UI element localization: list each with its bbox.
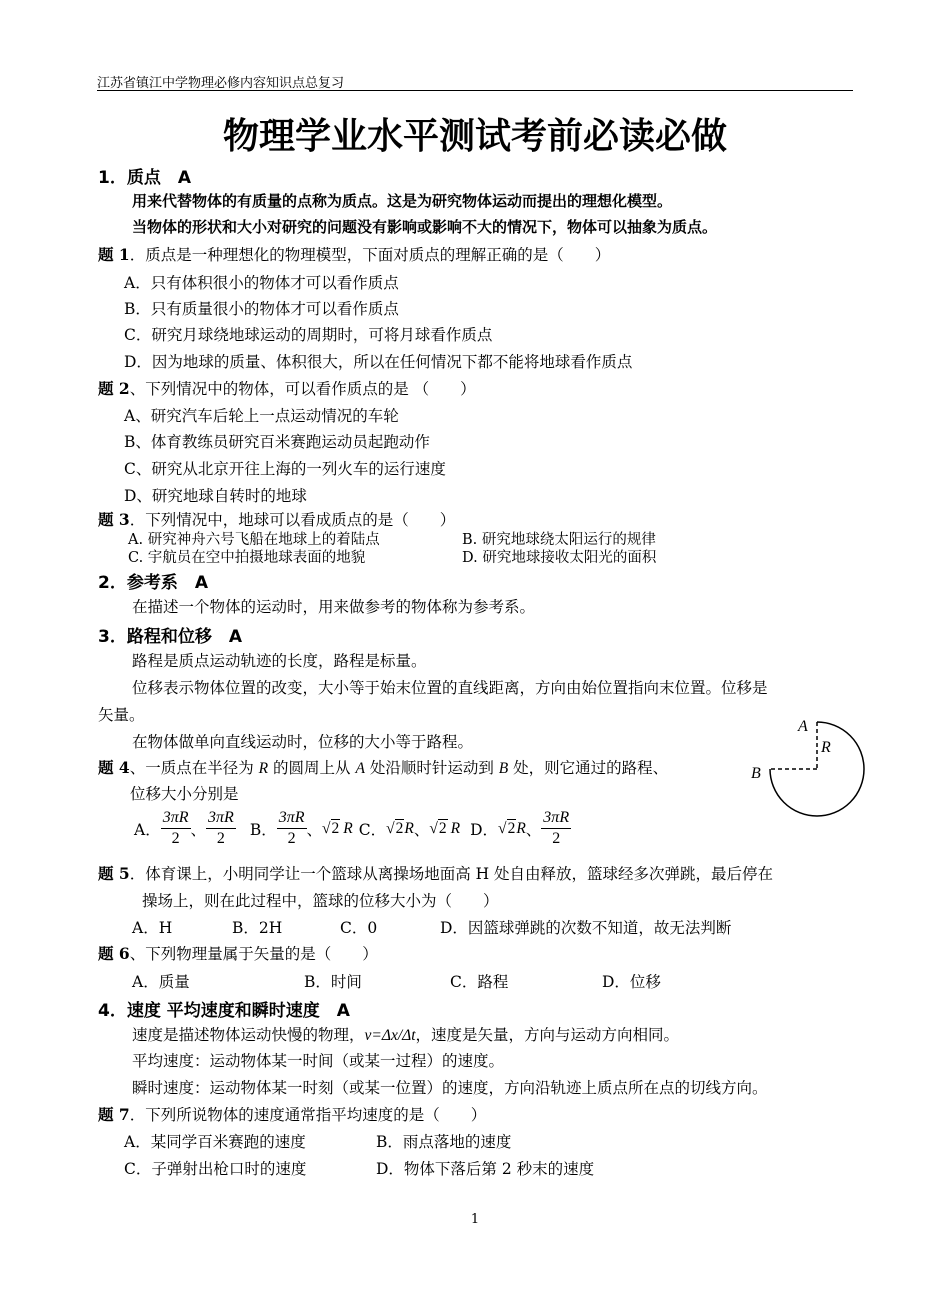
question-6-label: 题 6 — [98, 944, 130, 963]
separator: 、 — [190, 820, 207, 839]
question-7-option-c: C．子弹射出枪口时的速度 — [124, 1160, 307, 1178]
section-3-text-3: 在物体做单向直线运动时，位移的大小等于路程。 — [132, 733, 474, 751]
section-2-text-1: 在描述一个物体的运动时，用来做参考的物体称为参考系。 — [132, 598, 536, 616]
question-2-label: 题 2 — [98, 379, 130, 398]
page-header: 江苏省镇江中学物理必修内容知识点总复习 — [97, 76, 345, 91]
question-1-option-d: D．因为地球的质量、体积很大，所以在任何情况下都不能将地球看作质点 — [124, 353, 633, 371]
section-1-text-2: 当物体的形状和大小对研究的问题没有影响或影响不大的情况下，物体可以抽象为质点。 — [132, 218, 718, 236]
question-2-stem: 、下列情况中的物体，可以看作质点的是 （ ） — [129, 380, 476, 398]
section-2-heading: 2．参考系 A — [98, 573, 208, 593]
question-5-option-b: B．2H — [232, 919, 283, 937]
question-5-stem: ．体育课上，小明同学让一个篮球从离操场地面高 H 处自由释放，篮球经多次弹跳，最后停在 — [129, 865, 774, 883]
denominator: 2 — [171, 830, 180, 847]
question-4 — [98, 756, 668, 778]
question-3-label: 题 3 — [98, 510, 130, 529]
question-5-option-d: D．因篮球弹跳的次数不知道，故无法判断 — [440, 919, 732, 937]
question-6-option-a: A．质量 — [132, 973, 190, 991]
sqrt-expression: √2 — [498, 819, 516, 837]
question-3-option-d: D. 研究地球接收太阳光的面积 — [462, 550, 657, 566]
question-4-option-a-label: A． — [134, 820, 161, 839]
question-1-option-a: A．只有体积很小的物体才可以看作质点 — [124, 274, 399, 292]
denominator: 2 — [287, 830, 296, 847]
question-4-stem-c: 处沿顺时针运动到 — [364, 759, 499, 777]
separator: 、 — [525, 820, 542, 839]
question-2-option-b: B、体育教练员研究百米赛跑运动员起跑动作 — [124, 433, 430, 451]
point-a-symbol: A — [355, 760, 365, 777]
numerator: 3πR — [541, 808, 571, 829]
fraction — [277, 808, 307, 849]
numerator: 3πR — [277, 808, 307, 829]
point-a-label: A — [798, 718, 808, 735]
section-4-text-3: 瞬时速度：运动物体某一时刻（或某一位置）的速度，方向沿轨迹上质点所在点的切线方向。 — [132, 1079, 768, 1097]
page-number: 1 — [470, 1212, 480, 1227]
question-4-stem-b: 的圆周上从 — [268, 759, 356, 777]
question-2-option-d: D、研究地球自转时的地球 — [124, 487, 307, 505]
question-4-stem-d: 处，则它通过的路程、 — [508, 759, 669, 777]
question-1-option-b: B．只有质量很小的物体才可以看作质点 — [124, 300, 399, 318]
question-1-label: 题 1 — [98, 245, 130, 264]
section-4-text-1b: ，速度是矢量，方向与运动方向相同。 — [415, 1026, 680, 1044]
radius-symbol: R — [343, 819, 353, 837]
question-4-option-d-label: D． — [470, 820, 499, 839]
sqrt-argument: 2 — [331, 819, 340, 837]
question-4-stem-a: 、一质点在半径为 — [129, 759, 259, 777]
question-1-option-c: C．研究月球绕地球运动的周期时，可将月球看作质点 — [124, 326, 493, 344]
question-7-label: 题 7 — [98, 1105, 130, 1124]
question-5-stem-line-2: 操场上，则在此过程中，篮球的位移大小为（ ） — [142, 892, 499, 910]
question-7 — [98, 1103, 486, 1125]
question-3-stem: ．下列情况中，地球可以看成质点的是（ ） — [129, 511, 456, 529]
question-3 — [98, 508, 455, 530]
radius-symbol: R — [516, 819, 526, 837]
question-5 — [98, 862, 773, 884]
question-5-label: 题 5 — [98, 864, 130, 883]
radius-symbol: R — [258, 760, 269, 777]
radius-label: R — [821, 739, 831, 756]
fraction — [541, 808, 571, 849]
separator: 、 — [306, 820, 323, 839]
numerator: 3πR — [206, 808, 236, 829]
question-2-option-c: C、研究从北京开往上海的一列火车的运行速度 — [124, 460, 446, 478]
section-3-text-2: 位移表示物体位置的改变，大小等于始末位置的直线距离，方向由始位置指向末位置。位移是 — [132, 679, 768, 697]
header-divider — [97, 90, 853, 91]
section-4-heading: 4．速度 平均速度和瞬时速度 A — [98, 1001, 350, 1021]
denominator: 2 — [216, 830, 225, 847]
sqrt-expression: √2 — [322, 819, 340, 837]
section-3-text-1: 路程是质点运动轨迹的长度，路程是标量。 — [132, 652, 427, 670]
section-3-heading: 3．路程和位移 A — [98, 627, 242, 647]
sqrt-argument: 2 — [395, 819, 404, 837]
question-3-option-c: C. 宇航员在空中拍摄地球表面的地貌 — [128, 550, 366, 566]
point-b-symbol: B — [498, 760, 509, 777]
page-title: 物理学业水平测试考前必读必做 — [222, 116, 727, 157]
sqrt-argument: 2 — [507, 819, 516, 837]
sqrt-expression: √2 — [386, 819, 404, 837]
fraction — [206, 808, 236, 849]
question-6-stem: 、下列物理量属于矢量的是（ ） — [129, 945, 378, 963]
separator: 、 — [413, 820, 430, 839]
section-1-text-1: 用来代替物体的有质量的点称为质点。这是为研究物体运动而提出的理想化模型。 — [132, 192, 673, 210]
question-4-options — [134, 808, 571, 849]
sqrt-argument: 2 — [438, 819, 447, 837]
radius-symbol: R — [404, 819, 414, 837]
question-3-option-b: B. 研究地球绕太阳运行的规律 — [462, 532, 656, 548]
question-6 — [98, 942, 378, 964]
question-6-option-b: B．时间 — [304, 973, 362, 991]
question-4-stem-line-2: 位移大小分别是 — [130, 785, 239, 803]
section-4-text-2: 平均速度：运动物体某一时间（或某一过程）的速度。 — [132, 1052, 505, 1070]
question-7-option-b: B．雨点落地的速度 — [376, 1133, 512, 1151]
denominator: 2 — [552, 830, 561, 847]
question-7-option-d: D．物体下落后第 2 秒末的速度 — [376, 1160, 595, 1178]
radius-symbol: R — [450, 819, 461, 837]
question-5-option-a: A．H — [132, 919, 173, 937]
circle-path-figure — [748, 712, 873, 822]
velocity-formula: v=Δx/Δt — [364, 1027, 416, 1044]
fraction — [161, 808, 191, 849]
section-4-text-1 — [132, 1023, 679, 1045]
numerator: 3πR — [161, 808, 191, 829]
section-3-text-2-continued: 矢量。 — [98, 706, 145, 724]
question-4-option-b-label: B． — [249, 820, 277, 839]
question-1-stem: ．质点是一种理想化的物理模型，下面对质点的理解正确的是（ ） — [129, 246, 611, 264]
question-6-option-d: D．位移 — [602, 973, 661, 991]
question-4-option-c-label: C． — [358, 820, 387, 839]
question-2-option-a: A、研究汽车后轮上一点运动情况的车轮 — [124, 407, 399, 425]
question-3-option-a: A. 研究神舟六号飞船在地球上的着陆点 — [128, 532, 380, 548]
question-2 — [98, 377, 476, 399]
question-6-option-c: C．路程 — [450, 973, 509, 991]
section-4-text-1a: 速度是描述物体运动快慢的物理， — [132, 1026, 365, 1044]
point-b-label: B — [751, 765, 761, 782]
question-1 — [98, 243, 610, 265]
question-7-stem: ．下列所说物体的速度通常指平均速度的是（ ） — [129, 1106, 487, 1124]
question-4-label: 题 4 — [98, 758, 130, 777]
question-5-option-c: C．0 — [340, 919, 378, 937]
section-1-heading: 1．质点 A — [98, 168, 191, 188]
question-7-option-a: A．某同学百米赛跑的速度 — [124, 1133, 306, 1151]
sqrt-expression: √2 — [429, 819, 447, 837]
